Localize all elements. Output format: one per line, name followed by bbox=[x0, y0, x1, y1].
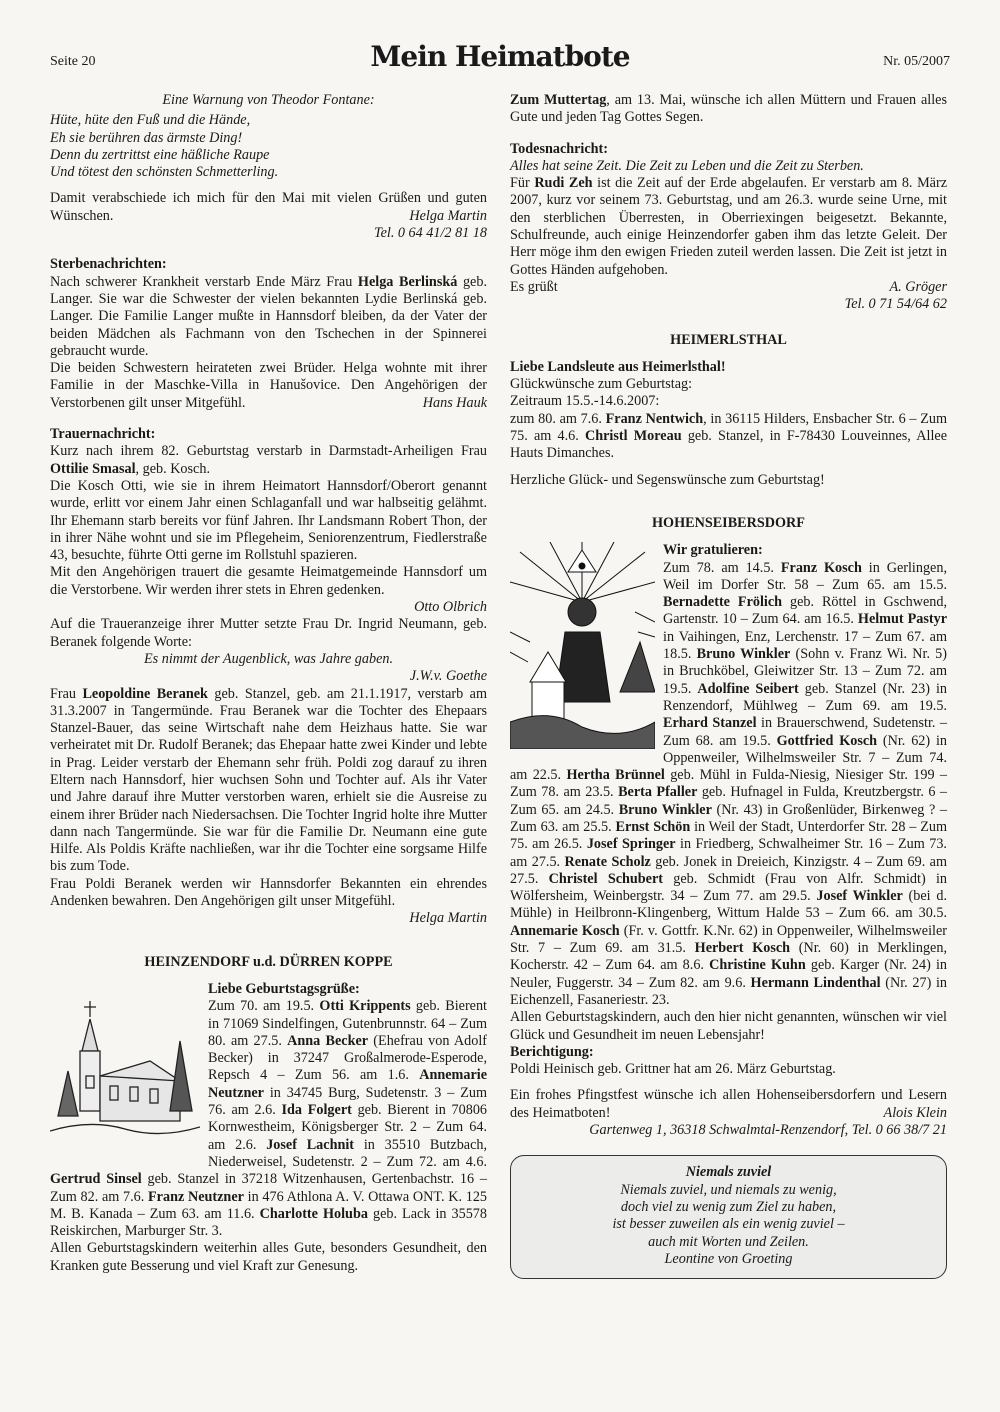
birthday-text: (bei d. Mühle) in Heilbronn-Klingenberg, Wittum Halde 53 – Zum 66. am 30.5. bbox=[510, 888, 947, 922]
birthday-name: Ernst Schön bbox=[615, 818, 691, 835]
poem-box-line: doch viel zu wenig zum Ziel zu haben, bbox=[620, 1198, 837, 1215]
left-column bbox=[50, 92, 487, 1275]
birthday-text: in Vaihingen, Enz, Lerchenstr. 17 – Zum 67. am 18.5. bbox=[663, 628, 947, 663]
birthday-name: Bernadette Frölich bbox=[663, 594, 783, 611]
birthday-name: Herbert Kosch bbox=[694, 940, 791, 957]
todes-quote: Alles hat seine Zeit. Die Zeit zu Leben und die Zeit zu Sterben. bbox=[510, 157, 864, 174]
birthday-name: Hermann Lindenthal bbox=[750, 974, 881, 991]
birthday-text: (Nr. 60) in Merklingen, Kocherstr. 42 – Zum 64. am 8.6. bbox=[510, 940, 947, 974]
birthday-name: Bruno Winkler bbox=[618, 801, 712, 818]
right-column bbox=[510, 92, 947, 1279]
poem-line: Hüte, hüte den Fuß und die Hände, bbox=[50, 112, 251, 129]
heinzendorf-birthdays: Zum 70. am 19.5. Otti Krippents geb. Bierent in 71069 Sindelfingen, Gutenbrunnstr. 64 – Zum 80. am 27.5. Anna Becker (Ehefrau von Adolf Becker) in 37247 Großalmerode-Esperode, Repsch 4 – Zum 56. am 1.6. Annemarie Neutzner in 34745 Burg, Sudetenstr. 3 – Zum 76. am 2.6. Ida Folgert geb. Bierent in 70806 Kornwestheim, Königsberger Str. 2 – Zum 64. am 2.6. Josef Lachnit in 35510 Butzbach, Niederweisel, Sudetenstr. 2 – Zum 72. am 4.6. Gertrud Sinsel geb. Stanzel in 37218 Witzenhausen, Gertenbachstr. 16 – Zum 82. am 7.6. Franz Neutzner in 476 Athlona A. V. Ottawa ONT. K. 125 M. B. Kanada – Zum 63. am 11.6. Charlotte Holuba geb. Lack in 35578 Reiskirchen, Marburger Str. 3. bbox=[50, 998, 488, 1240]
heimerlsthal-wishes: Herzliche Glück- und Segenswünsche zum Geburtstag! bbox=[510, 471, 825, 488]
berichtigung-text: Poldi Heinisch geb. Grittner hat am 26. März Geburtstag. bbox=[510, 1061, 836, 1078]
signature: Helga Martin bbox=[409, 207, 487, 224]
birthday-name: Christel Schubert bbox=[548, 870, 663, 887]
berichtigung-heading: Berichtigung: bbox=[510, 1043, 594, 1060]
sterbe-heading: Sterbenachrichten: bbox=[50, 256, 167, 273]
beranek-text: Frau Leopoldine Beranek geb. Stanzel, geb. am 21.1.1917, verstarb am 31.3.2007 in Tangermünde. Frau Beranek war die Tochter des Ehepaars Stanzel-Bauer, das seine Wirtschaft nahe dem Heizhaus hatte. Sie war verheiratet mit Dr. Rudolf Beranek; das Ehepaar hatte zwei Kinder und lebte in Prag. Leider verstarb der Ehemann sehr früh. Poldi zog darauf zu ihren Eltern nach Hannsdorf, hier wuchsen Sohn und Tochter auf. Als ihr Vater und Jahre darauf ihre Mutter verstorben waren, erhielt sie die Ausreise zu einem ihrer Brüder nach Niedersachsen. Die Tochter Ingrid holte ihre Mutter dann nach Tangermünde. Sie war für die Familie Dr. Neumann eine gute Hilfe. Als Poldis Kräfte nachließen, war ihr die Tochter eine sorgsame Hilfe bis zum Tode. bbox=[50, 685, 487, 875]
signature: Hans Hauk bbox=[422, 394, 487, 411]
birthday-name: Annemarie Kosch bbox=[510, 922, 620, 939]
birthday-text: in Brauerschwend, Sudetenstr. – Zum 68. am 19.5. bbox=[663, 715, 947, 749]
signature: Otto Olbrich bbox=[414, 599, 487, 616]
signature: Helga Martin bbox=[409, 910, 487, 927]
heimerlsthal-heading: HEIMERLSTHAL bbox=[670, 331, 787, 348]
fontane-heading: Eine Warnung von Theodor Fontane: bbox=[162, 92, 375, 108]
birthday-name: Franz Kosch bbox=[780, 559, 862, 576]
poem-line: Eh sie berühren das ärmste Ding! bbox=[50, 129, 243, 146]
birthday-text: geb. Hufnagel in Fulda, Kreutzbergstr. 6 – Zum 65. am 24.5. bbox=[510, 784, 947, 818]
heimerlsthal-greeting: Liebe Landsleute aus Heimerlsthal! bbox=[510, 358, 726, 375]
sterbe-text: Nach schwerer Krankheit verstarb Ende März Frau Helga Berlinská geb. Langer. Sie war die Schwester der vielen bekannten Lydie Berlinská geb. Langer. Die Familie Langer mußte in Hannsdorf bleiben, da der Vater der beiden Mädchen als Fachmann von den Tschechen in der Spinnerei gebraucht wurde. bbox=[50, 273, 487, 359]
poem-box-author: Leontine von Groeting bbox=[664, 1250, 793, 1267]
poem-box-line: Niemals zuviel, und niemals zu wenig, bbox=[620, 1181, 837, 1198]
birthday-text: (Nr. 27) in Eichenzell, Fasaneriestr. 23. bbox=[510, 974, 948, 1008]
page-number: Seite 20 bbox=[50, 54, 96, 69]
birthday-text: geb. Röttel in Gschwend, Gartenstr. 10 – Zum 64. am 16.5. bbox=[663, 594, 947, 628]
poem-box-title: Niemals zuviel bbox=[685, 1164, 772, 1181]
birthday-name: Gottfried Kosch bbox=[776, 732, 878, 749]
poem-line: Und tötest den schönsten Schmetterling. bbox=[50, 164, 279, 181]
pfingst-text: Ein frohes Pfingstfest wünsche ich allen Hohenseibersdorfern und Lesern des Heimatboten! Alois Klein bbox=[510, 1087, 947, 1121]
heinzendorf-closing: Allen Geburtstagskindern weiterhin alles Gute, besonders Gesundheit, den Kranken gute Besserung und viel Kraft zur Genesung. bbox=[50, 1240, 487, 1274]
trauer-heading: Trauernachricht: bbox=[50, 426, 156, 443]
birthday-name: Adolfine Seibert bbox=[697, 680, 799, 697]
issue-number: Nr. 05/2007 bbox=[883, 54, 950, 69]
signature: Alois Klein bbox=[883, 1104, 947, 1121]
birthday-text: geb. Schmidt (Frau von Alfr. Schmidt) in Wölfersheim, Weinbergstr. 34 – Zum 77. am 29.5. bbox=[510, 870, 948, 905]
birthday-name: Hertha Brünnel bbox=[566, 767, 665, 784]
birthday-text: (Sohn v. Franz Wi. Nr. 5) in Bruchköbel, Gleiwitzer Str. 13 – Zum 72. am 19.5. bbox=[663, 646, 948, 697]
birthday-text: in Weil der Stadt, Unterdorfer Str. 28 – Zum 75. am 26.5. bbox=[510, 818, 947, 853]
church-illustration bbox=[50, 981, 200, 1153]
birthday-text: in Gerlingen, Weil im Dorfer Str. 58 – Zum 65. am 15.5. bbox=[663, 559, 947, 593]
birthday-name: Berta Pfaller bbox=[618, 784, 698, 801]
beranek-text-2: Frau Poldi Beranek werden wir Hannsdorfer Bekannten ein ehrendes Andenken bewahren. Den Angehörigen gilt unser Mitgefühl. bbox=[50, 875, 487, 910]
birthday-text: geb. Mühl in Fulda-Niesig, Niesiger Str. 199 – Zum 78. am 23.5. bbox=[510, 767, 947, 801]
birthday-text: (Fr. v. Gottfr. K.Nr. 62) in Oppenweiler, Wilhelmsweiler Str. 7 – Zum 69. am 31.5. bbox=[510, 922, 947, 957]
birthday-text: (Nr. 62) in Oppenweiler, Wilhelmsweiler Str. 7 – Zum 74. am 22.5. bbox=[510, 732, 947, 784]
birthday-text: geb. Stanzel (Nr. 23) in Renzendorf, Mühlweg – Zum 69. am 19.5. bbox=[663, 680, 947, 714]
poem-box bbox=[510, 1155, 947, 1279]
saint-woodcut-illustration bbox=[510, 542, 655, 749]
birthday-name: Renate Scholz bbox=[564, 853, 651, 870]
quote-author: J.W.v. Goethe bbox=[409, 668, 487, 685]
poem-box-line: auch mit Worten und Zeilen. bbox=[648, 1233, 809, 1250]
birthday-name: Josef Springer bbox=[586, 836, 676, 853]
hohenseibersdorf-subheading: Wir gratulieren: bbox=[663, 542, 763, 559]
birthday-name: Erhard Stanzel bbox=[663, 715, 757, 732]
phone-number: Tel. 0 71 54/64 62 bbox=[844, 296, 947, 313]
trauer-text-2: Die Kosch Otti, wie sie in ihrem Heimatort Hannsdorf/Oberort genannt wurde, erlitt vor einem Jahr einen Schlaganfall und war halbseitig gelähmt. Ihr Ehemann starb bereits vor fünf Jahren. Ihr Landsmann Robert Thon, der in ihrer Nähe wohnt und sie im Pflegeheim, Seniorenzentrum, Fiedlerstraße 43, besuchte, führte Otti gerne im Rollstuhl spazieren. bbox=[50, 477, 487, 564]
birthday-name: Bruno Winkler bbox=[696, 646, 791, 663]
trauer-text-3: Mit den Angehörigen trauert die gesamte Heimatgemeinde Hannsdorf um die Verstorbene. Wir werden ihrer stets in Ehren gedenken. bbox=[50, 564, 487, 598]
trauer-text: Kurz nach ihrem 82. Geburtstag verstarb in Darmstadt-Arheiligen Frau Ottilie Smasal, geb. Kosch. bbox=[50, 443, 487, 477]
page-header bbox=[50, 40, 950, 80]
heimerlsthal-line: Zeitraum 15.5.-14.6.2007: bbox=[510, 393, 660, 410]
birthday-name: Helmut Pastyr bbox=[857, 611, 947, 628]
goethe-quote: Es nimmt der Augenblick, was Jahre gaben. bbox=[143, 650, 394, 667]
masthead-logo: Mein Heimatbote bbox=[370, 40, 630, 73]
signature: A. Gröger bbox=[889, 278, 947, 295]
birthday-text: (Nr. 43) in Großenlüder, Birkenweg ? – Zum 63. am 25.5. bbox=[510, 801, 947, 835]
birthday-text: geb. Jonek in Dreieich, Kinzigstr. 4 – Zum 69. am 27.5. bbox=[510, 853, 947, 887]
hohenseibersdorf-heading: HOHENSEIBERSDORF bbox=[652, 514, 805, 531]
birthday-text: in Friedberg, Schwalheimer Str. 16 – Zum 73. am 27.5. bbox=[510, 836, 947, 870]
birthday-name: Christine Kuhn bbox=[709, 957, 806, 974]
trauer-text-4: Auf die Traueranzeige ihrer Mutter setzte Frau Dr. Ingrid Neumann, geb. Beranek folgende Worte: bbox=[50, 616, 487, 650]
mothers-day-text: Zum Muttertag, am 13. Mai, wünsche ich allen Müttern und Frauen alles Gute und jeden Tag Gottes Segen. bbox=[510, 92, 947, 126]
hohenseibersdorf-closing: Allen Geburtstagskindern, auch den hier nicht genannten, wünschen wir viel Glück und Gesundheit im neuen Lebensjahr! bbox=[510, 1009, 947, 1043]
todes-text: Für Rudi Zeh ist die Zeit auf der Erde abgelaufen. Er verstarb am 8. März 2007, kurz vor seinem 73. Geburtstag, und am 26.3. wurde seine Urne, mit den sterblichen Überresten, in Oberriexingen beigesetzt. Bekannte, Schulfreunde, auch einige Heinzendorfer gaben ihm das letzte Geleit. Der Herr möge ihm den ewigen Frieden zuteil werden lassen. Die Zeit ist jetzt in Gottes Händen aufgehoben. bbox=[510, 175, 947, 278]
birthday-text: geb. Karger (Nr. 24) in Neuler, Fuggerstr. 34 – Zum 82. am 9.6. bbox=[510, 957, 947, 991]
birthday-name: Josef Winkler bbox=[816, 888, 903, 905]
sterbe-text-2: Die beiden Schwestern heirateten zwei Brüder. Helga wohnte mit ihrer Familie in der Maschke-Villa in Hanušovice. Den Angehörigen der Verstorbenen gilt unser Mitgefühl. Hans Hauk bbox=[50, 360, 487, 411]
heimerlsthal-birthdays: zum 80. am 7.6. Franz Nentwich, in 36115 Hilders, Ensbacher Str. 6 – Zum 75. am 4.6. Christl Moreau geb. Stanzel, in F-78430 Louveinnes, Allee Hauts Dimanches. bbox=[510, 410, 948, 462]
todes-greet: Es grüßt A. Gröger bbox=[510, 278, 947, 295]
heinzendorf-heading: HEINZENDORF u.d. DÜRREN KOPPE bbox=[144, 953, 393, 970]
todes-heading: Todesnachricht: bbox=[510, 140, 609, 157]
poem-box-line: ist besser zuweilen als ein wenig zuviel – bbox=[612, 1216, 845, 1233]
heinzendorf-subheading: Liebe Geburtstagsgrüße: bbox=[208, 980, 360, 997]
poem-line: Denn du zertrittst eine häßliche Raupe bbox=[50, 146, 270, 163]
phone-number: Tel. 0 64 41/2 81 18 bbox=[374, 225, 487, 242]
farewell-text: Damit verabschiede ich mich für den Mai mit vielen Grüßen und guten Wünschen. Helga Martin bbox=[50, 190, 487, 224]
address: Gartenweg 1, 36318 Schwalmtal-Renzendorf, Tel. 0 66 38/7 21 bbox=[589, 1122, 947, 1139]
heimerlsthal-line: Glückwünsche zum Geburtstag: bbox=[510, 376, 693, 393]
birthday-text: Zum 78. am 14.5. bbox=[663, 559, 781, 576]
